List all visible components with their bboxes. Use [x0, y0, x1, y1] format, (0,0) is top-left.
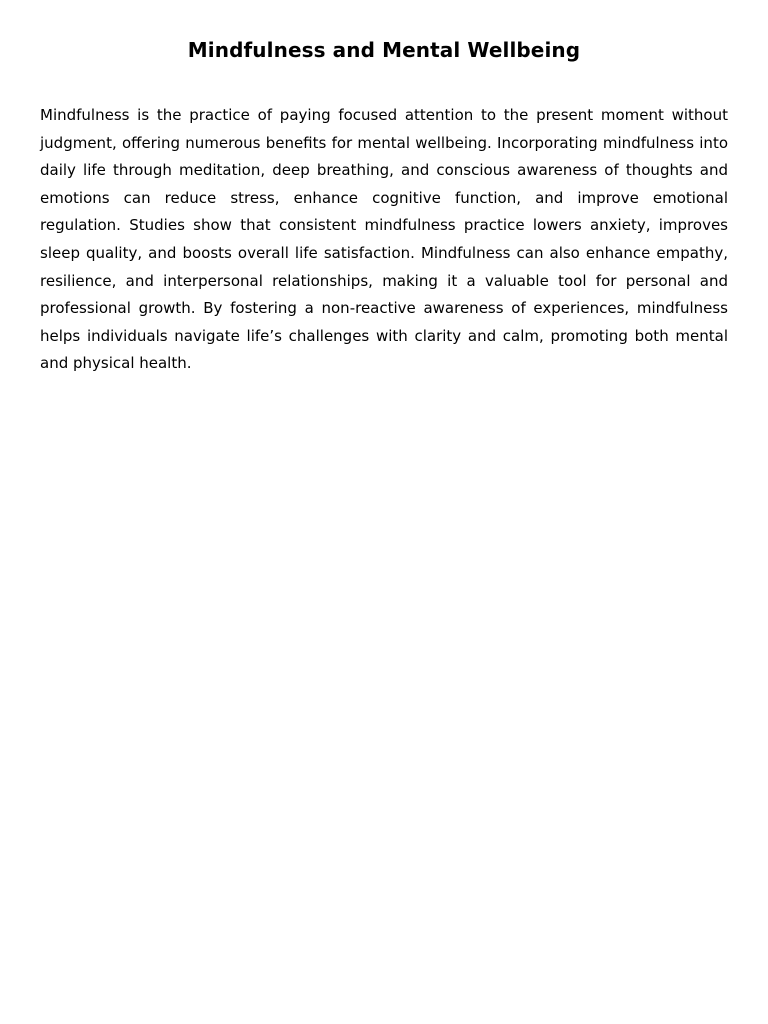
body-paragraph: Mindfulness is the practice of paying focused attention to the present moment without judgment, offering numerous benefits for mental wellbeing. Incorporating mindfulness into daily life through meditation, deep breathing, and conscious awareness of thoughts and emotions can reduce stress, enhance cognitive function, and improve emotional regulation. Studies show that consistent mindfulness practice lowers anxiety, improves sleep quality, and boosts overall life satisfaction. Mindfulness can also enhance empathy, resilience, and interpersonal relationships, making it a valuable tool for personal and professional growth. By fostering a non-reactive awareness of experiences, mindfulness helps individuals navigate life’s challenges with clarity and calm, promoting both mental and physical health.	[40, 106, 728, 373]
page-title: Mindfulness and Mental Wellbeing	[187, 38, 581, 62]
